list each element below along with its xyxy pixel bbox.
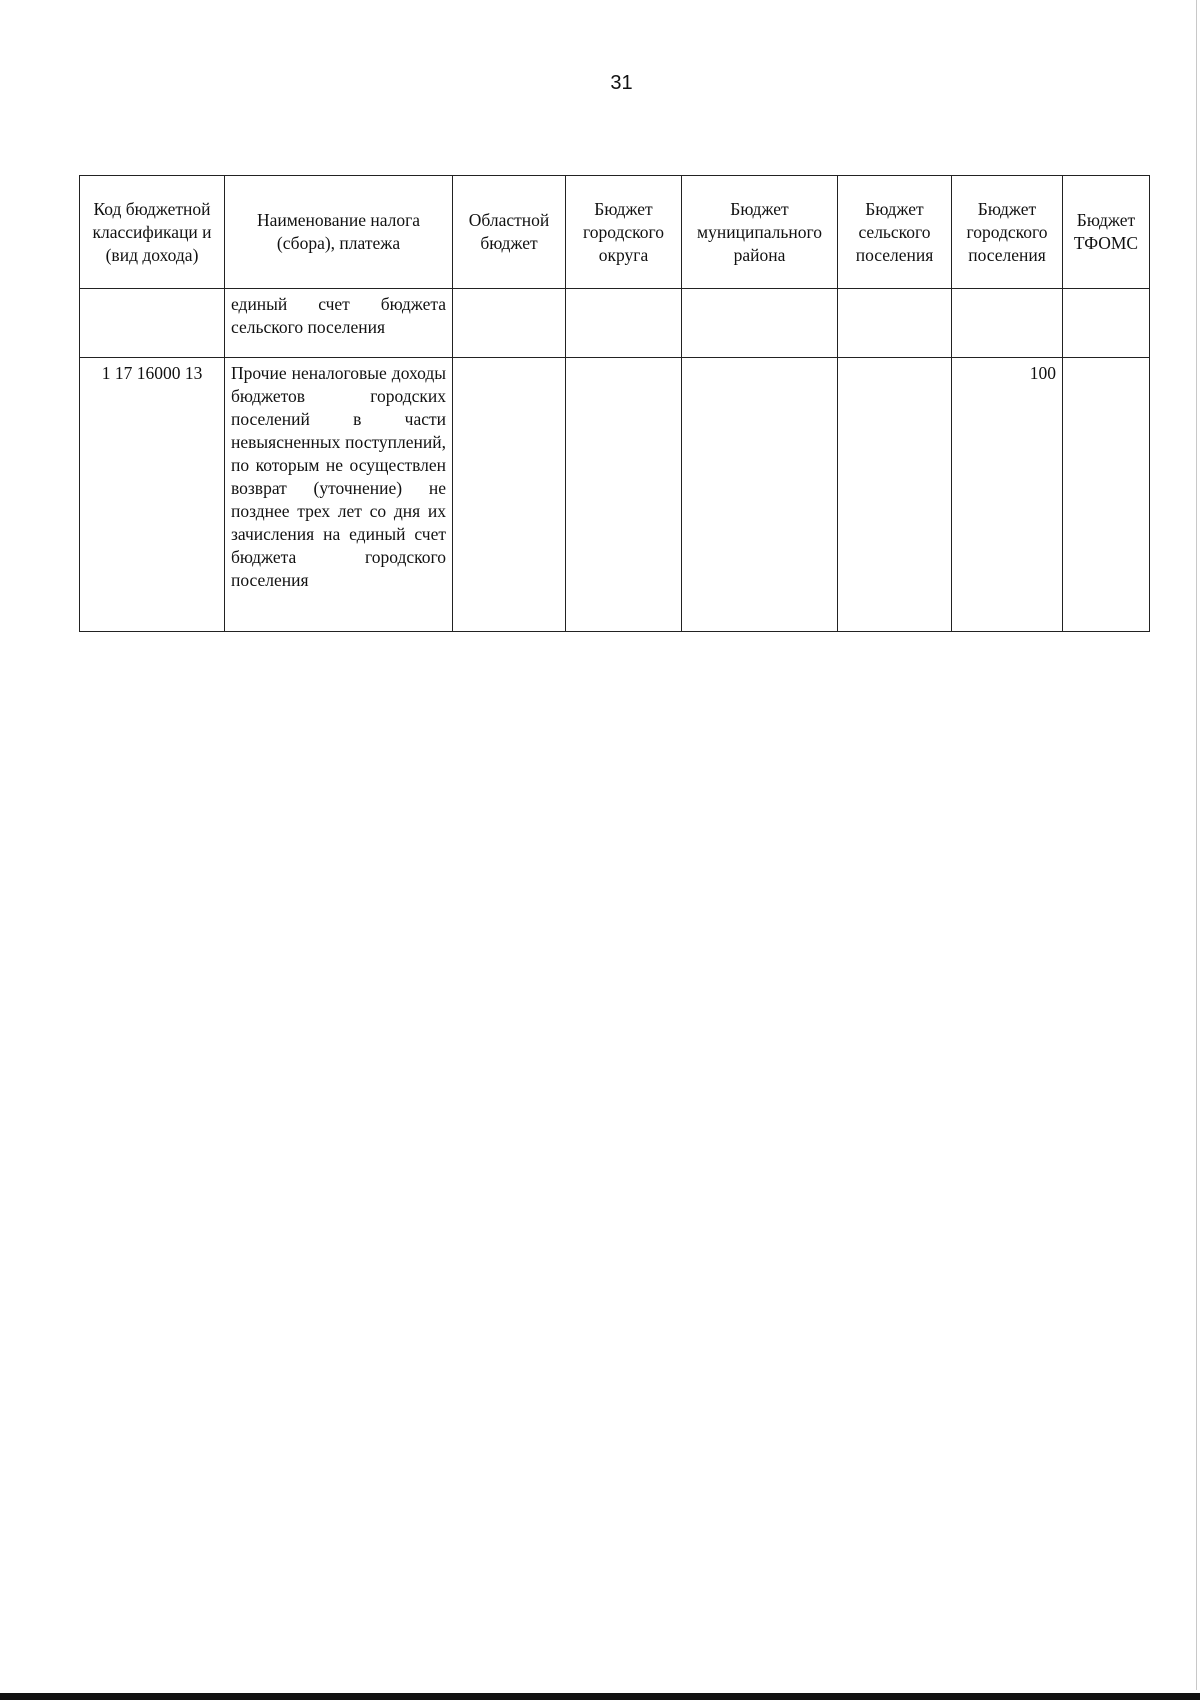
header-municipal-district-budget: Бюджет муниципального района	[682, 176, 838, 289]
row-name: единый счет бюджета сельского поселения	[225, 289, 453, 358]
header-code: Код бюджетной классификаци и (вид дохода)	[80, 176, 225, 289]
header-rural-settlement-budget: Бюджет сельского поселения	[838, 176, 952, 289]
row-tfoms	[1063, 289, 1150, 358]
row-rural-settlement	[838, 289, 952, 358]
scan-edge-line	[1196, 0, 1197, 1690]
header-tfoms-budget: Бюджет ТФОМС	[1063, 176, 1150, 289]
header-name: Наименование налога (сбора), платежа	[225, 176, 453, 289]
row-rural-settlement	[838, 358, 952, 632]
row-code: 1 17 16000 13	[80, 358, 225, 632]
table-header	[80, 176, 1150, 289]
table-row	[80, 358, 1150, 632]
header-regional-budget: Областной бюджет	[453, 176, 566, 289]
row-municipal-district	[682, 358, 838, 632]
header-row	[80, 176, 1150, 289]
row-urban-settlement: 100	[952, 358, 1063, 632]
row-code	[80, 289, 225, 358]
row-name: Прочие неналоговые доходы бюджетов городских поселений в части невыясненных поступлений, по которым не осуществлен возврат (уточнение) не позднее трех лет со дня их зачисления на единый счет бюджета городского поселения	[225, 358, 453, 632]
row-regional	[453, 289, 566, 358]
row-regional	[453, 358, 566, 632]
header-city-district-budget: Бюджет городского округа	[566, 176, 682, 289]
row-city-district	[566, 358, 682, 632]
page-number: 31	[610, 72, 633, 94]
row-municipal-district	[682, 289, 838, 358]
row-city-district	[566, 289, 682, 358]
budget-distribution-table	[79, 175, 1150, 632]
scan-bottom-bar	[0, 1693, 1200, 1700]
row-tfoms	[1063, 358, 1150, 632]
header-urban-settlement-budget: Бюджет городского поселения	[952, 176, 1063, 289]
row-urban-settlement	[952, 289, 1063, 358]
table-row	[80, 289, 1150, 358]
